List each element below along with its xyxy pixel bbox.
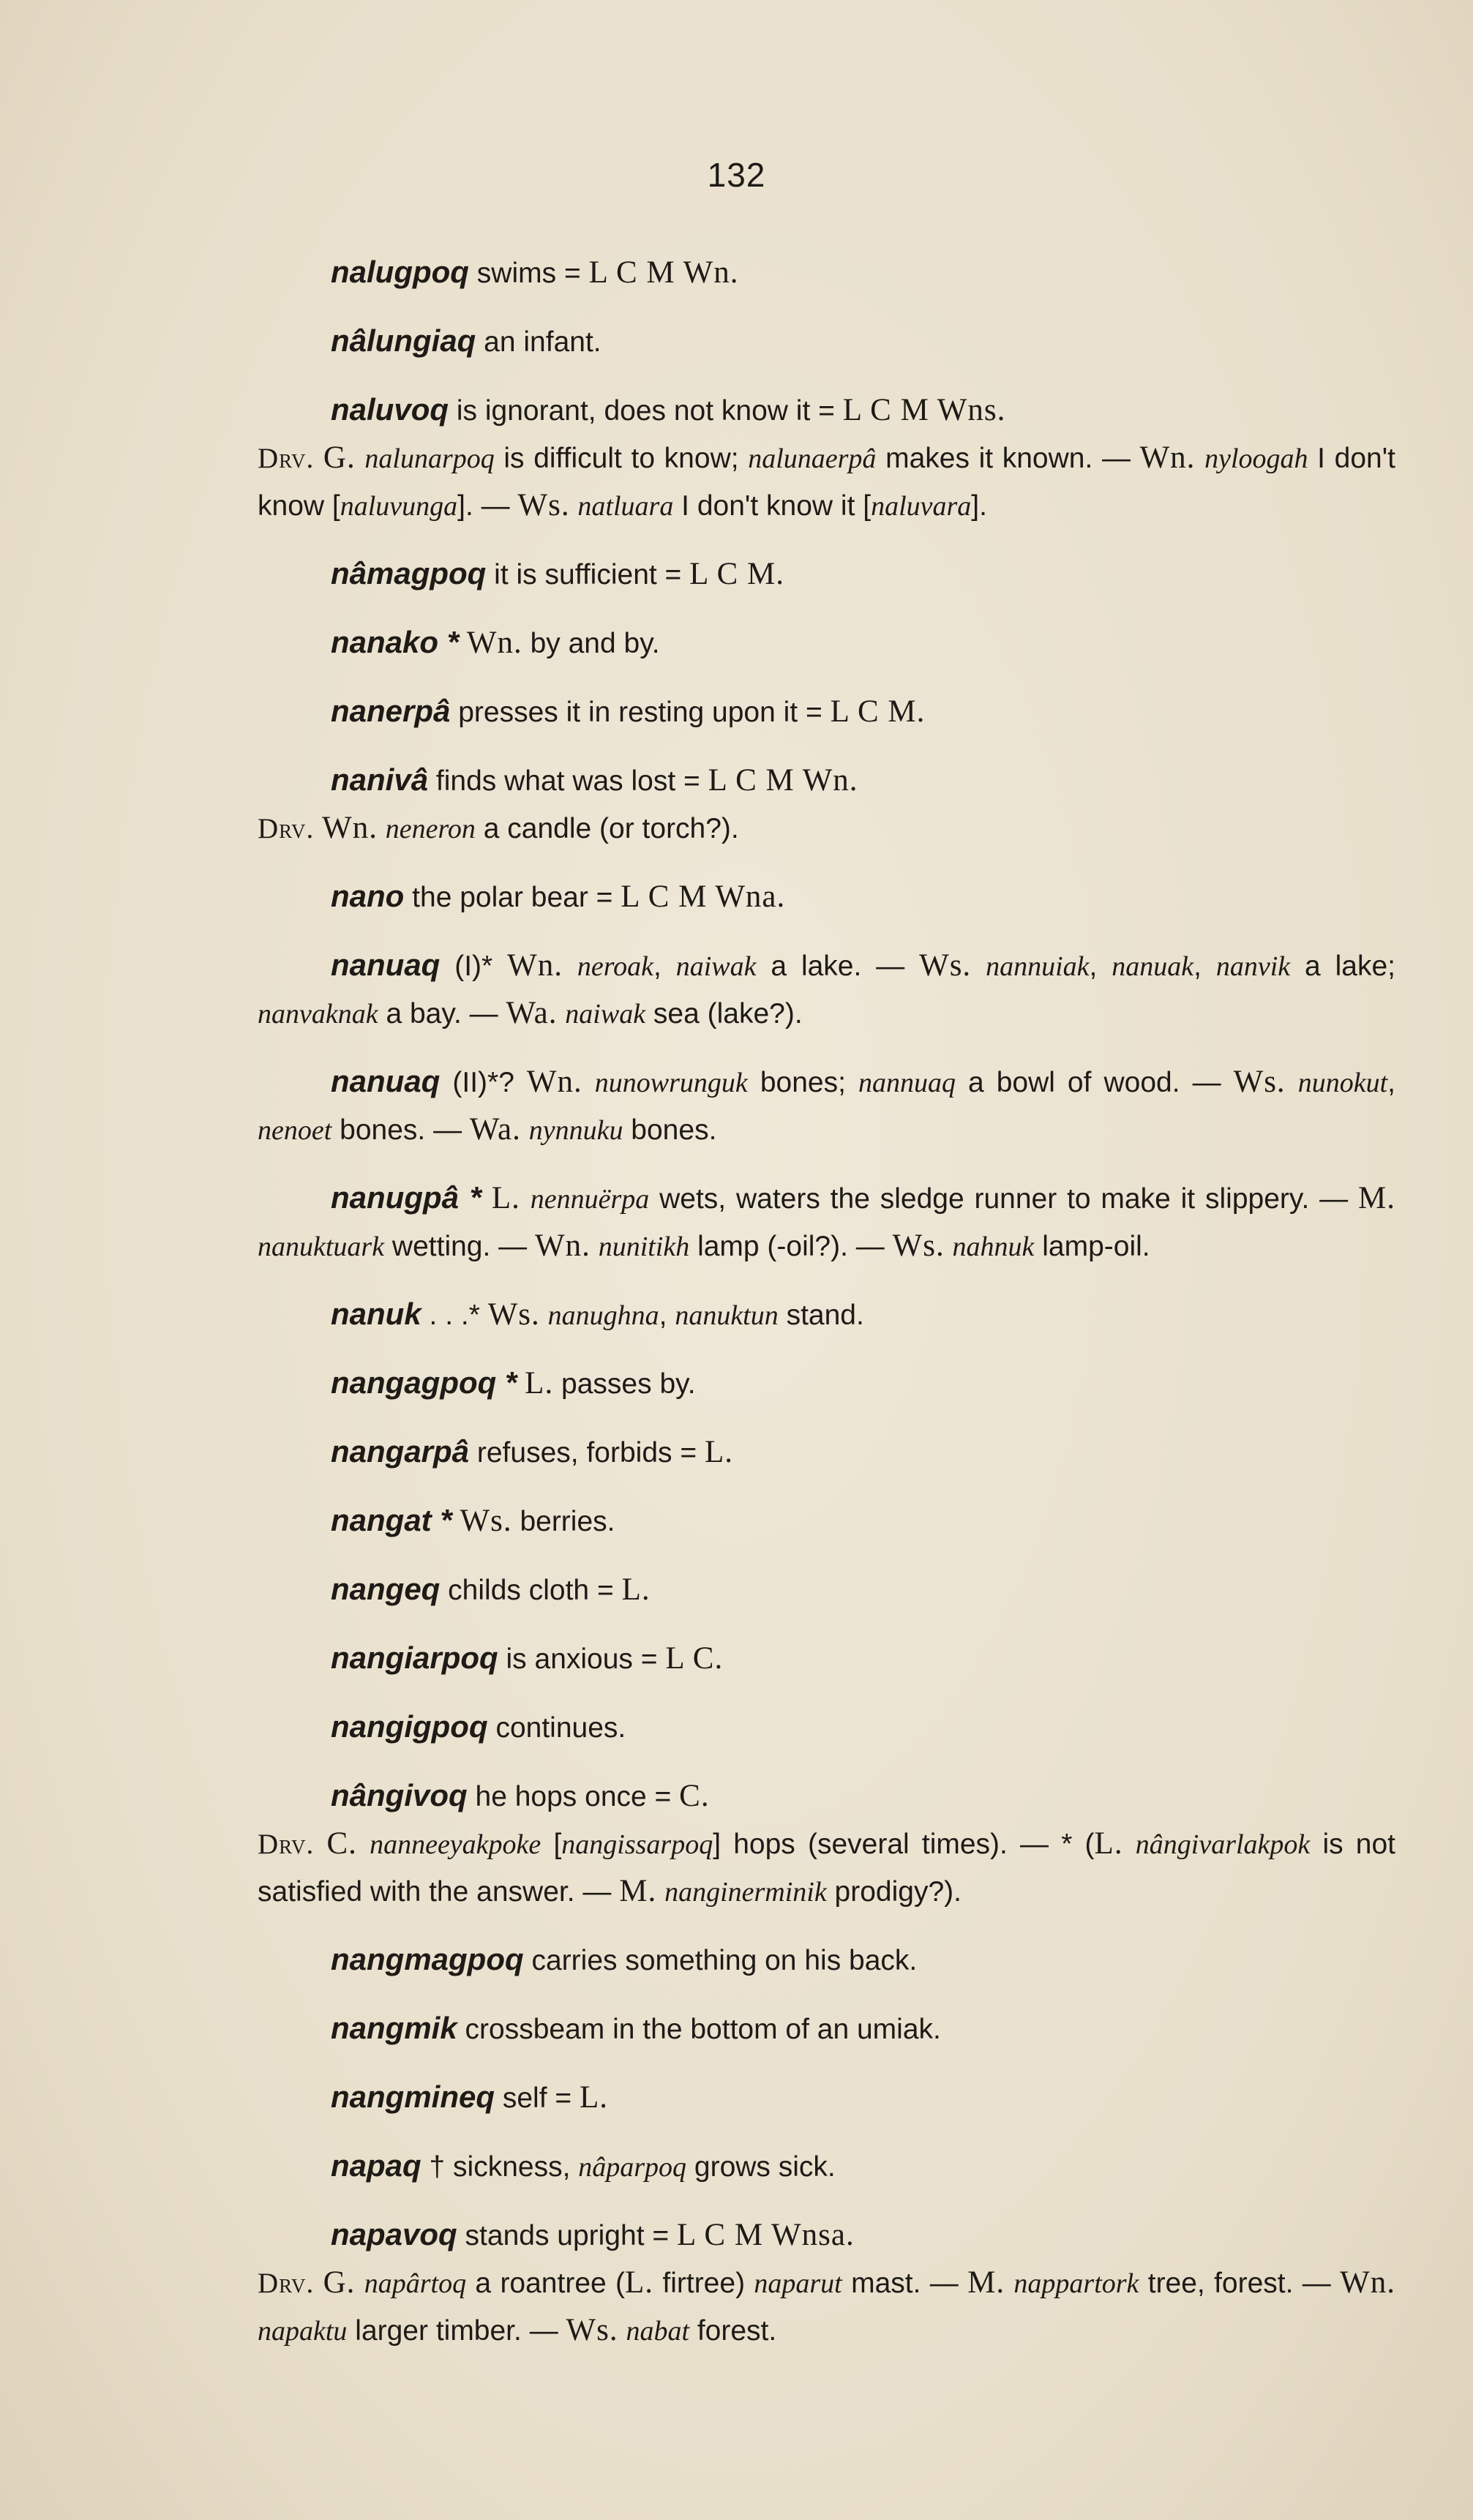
headword: nângivoq	[331, 1778, 468, 1812]
source-abbrev: L C M.	[689, 557, 785, 591]
entry-line	[258, 249, 1395, 297]
definition: crossbeam in the bottom of an umiak.	[457, 2014, 941, 2045]
definition: carries something on his back.	[523, 1945, 918, 1976]
headword: nano	[331, 879, 405, 913]
entry-text: [	[541, 1829, 562, 1860]
headword: nanerpâ	[331, 694, 451, 728]
entry-text: sea (lake?).	[645, 998, 803, 1030]
derivation-label: Drv.	[258, 1829, 315, 1860]
source-abbrev: M.	[1358, 1181, 1395, 1215]
entry-text: ].	[971, 490, 987, 522]
definition: swims =	[468, 258, 589, 289]
entry-line	[258, 550, 1395, 599]
entry-text: I don't know it [	[673, 490, 872, 522]
dictionary-entry	[258, 1936, 1395, 1984]
entry-line	[258, 757, 1395, 805]
entry-line	[258, 318, 1395, 366]
entry-line	[258, 2005, 1395, 2053]
entry-text	[520, 1183, 531, 1215]
cited-form: naluvara	[871, 491, 972, 522]
entry-text: ,	[1089, 950, 1112, 982]
dictionary-entry	[258, 873, 1395, 921]
source-abbrev: Ws.	[566, 2313, 618, 2347]
cited-form: nunokut	[1297, 1068, 1388, 1098]
entry-line	[258, 1497, 1395, 1545]
cited-form: nahnuk	[952, 1231, 1035, 1262]
headword: napavoq	[331, 2217, 457, 2251]
source-abbrev: L.	[491, 1181, 520, 1215]
entry-text: larger timber. —	[347, 2315, 566, 2347]
entry-text	[1123, 1829, 1136, 1860]
cited-form: nâparpoq	[578, 2152, 687, 2183]
entry-text	[378, 813, 386, 844]
source-abbrev: Wa.	[506, 996, 558, 1030]
dictionary-entry	[258, 688, 1395, 736]
dictionary-entry	[258, 1291, 1395, 1339]
entry-text: wetting. —	[384, 1231, 535, 1262]
source-abbrev: Ws.	[892, 1229, 945, 1263]
source-abbrev: Wn.	[322, 811, 378, 845]
headword: nanuk	[331, 1297, 421, 1331]
entry-line	[258, 2074, 1395, 2122]
headword: nâmagpoq	[331, 556, 487, 590]
entry-text: firtree)	[653, 2268, 754, 2299]
entry-text	[540, 1300, 548, 1331]
cited-form: naparut	[754, 2268, 842, 2299]
page-number: 132	[707, 156, 766, 194]
entry-line	[258, 1703, 1395, 1752]
entry-line	[258, 1360, 1395, 1408]
cited-form: naiwak	[675, 951, 757, 982]
headword: nanugpâ *	[331, 1180, 482, 1215]
entry-text	[570, 490, 578, 522]
definition	[517, 1368, 525, 1400]
cited-form: nabat	[626, 2316, 690, 2347]
entry-text: a candle (or torch?).	[475, 813, 739, 844]
headword: nangagpoq *	[331, 1365, 517, 1400]
entry-line	[258, 1635, 1395, 1683]
derivation-note	[258, 1820, 1395, 1916]
entry-text: is difficult to know;	[494, 443, 749, 474]
cited-form: nannuiak	[986, 951, 1090, 982]
headword: napaq	[331, 2148, 421, 2183]
dictionary-entry	[258, 2005, 1395, 2053]
source-abbrev: Wn.	[535, 1229, 591, 1263]
headword: nangmagpoq	[331, 1942, 524, 1976]
derivation-label: Drv.	[258, 813, 315, 844]
definition: by and by.	[522, 628, 660, 659]
source-abbrev: C.	[326, 1826, 357, 1861]
headword: nanuaq	[331, 948, 441, 982]
entry-line	[258, 688, 1395, 736]
entry-text	[945, 1231, 953, 1262]
cited-form: nanvik	[1215, 951, 1291, 982]
definition: continues.	[487, 1712, 626, 1744]
cited-form: nannuaq	[858, 1068, 956, 1098]
dictionary-entry	[258, 1058, 1395, 1154]
definition: berries.	[511, 1506, 615, 1537]
headword: nangeq	[331, 1572, 441, 1606]
entry-line	[258, 873, 1395, 921]
entry-text	[314, 2268, 323, 2299]
cited-form: nanginerminik	[664, 1877, 827, 1908]
entry-text	[314, 1829, 326, 1860]
entry-text	[357, 1829, 370, 1860]
entry-text	[971, 950, 986, 982]
source-abbrev: L.	[525, 1366, 554, 1400]
source-abbrev: M.	[619, 1874, 657, 1908]
entry-text	[314, 813, 322, 844]
cited-form: nanughna	[547, 1300, 659, 1331]
dictionary-entry	[258, 1360, 1395, 1408]
entry-text: ,	[653, 950, 676, 982]
entry-text: bones.	[623, 1114, 717, 1146]
entry-text: grows sick.	[686, 2151, 836, 2183]
entry-text	[1286, 1067, 1298, 1098]
definition: the polar bear =	[404, 882, 621, 913]
headword: nangmineq	[331, 2080, 495, 2114]
cited-form: naiwak	[565, 999, 646, 1030]
cited-form: nyloogah	[1204, 443, 1308, 474]
entry-text	[618, 2315, 626, 2347]
cited-form: nenoet	[258, 1115, 332, 1146]
entry-text: a roantree (	[466, 2268, 626, 2299]
entry-line	[258, 1428, 1395, 1477]
definition: presses it in resting upon it =	[450, 697, 831, 728]
headword: nanako *	[331, 625, 460, 659]
entry-text: ,	[659, 1300, 675, 1331]
cited-form: nalunarpoq	[364, 443, 495, 474]
source-abbrev: L.	[704, 1435, 733, 1469]
headword: nâlungiaq	[331, 323, 476, 358]
entry-text	[1005, 2268, 1013, 2299]
cited-form: neroak	[577, 951, 653, 982]
entry-text	[356, 443, 365, 474]
source-abbrev: Wn.	[1139, 440, 1196, 475]
entry-text: bones;	[747, 1067, 858, 1098]
entry-line	[258, 1291, 1395, 1339]
source-abbrev: L.	[580, 2080, 609, 2115]
entry-text: mast. —	[842, 2268, 968, 2299]
entry-text: lamp (-oil?). —	[689, 1231, 893, 1262]
headword: naluvoq	[331, 392, 449, 427]
cited-form: neneron	[385, 814, 476, 844]
definition: (I)*	[440, 950, 508, 982]
source-abbrev: G.	[323, 440, 356, 475]
source-abbrev: Ws.	[487, 1297, 540, 1332]
source-abbrev: L C M Wna.	[621, 880, 786, 914]
entry-line	[258, 386, 1395, 435]
entry-text: bones. —	[331, 1114, 470, 1146]
definition: is anxious =	[498, 1643, 666, 1675]
entry-line	[258, 942, 1395, 1038]
dictionary-entry	[258, 1174, 1395, 1270]
entry-text: prodigy?).	[826, 1876, 962, 1908]
source-abbrev: Wn.	[1340, 2265, 1395, 2300]
source-abbrev: Ws.	[919, 948, 972, 983]
dictionary-entry	[258, 757, 1395, 852]
cited-form: nangissarpoq	[561, 1829, 713, 1860]
entry-text: a bowl of wood. —	[955, 1067, 1234, 1098]
dictionary-entry	[258, 1497, 1395, 1545]
source-abbrev: L C M.	[830, 694, 926, 729]
definition	[459, 628, 467, 659]
definition	[481, 1183, 492, 1215]
dictionary-entry	[258, 2142, 1395, 2191]
dictionary-entry	[258, 1428, 1395, 1477]
entry-line	[258, 2142, 1395, 2191]
source-abbrev: M.	[967, 2265, 1005, 2300]
entry-line	[258, 1936, 1395, 1984]
source-abbrev: Wa.	[469, 1112, 521, 1147]
entry-line	[258, 1772, 1395, 1820]
entry-text	[557, 998, 565, 1030]
definition	[452, 1506, 460, 1537]
cited-form: nalunaerpâ	[748, 443, 877, 474]
entry-text	[563, 950, 577, 982]
cited-form: nunowrunguk	[594, 1068, 748, 1098]
definition: is ignorant, does not know it =	[449, 395, 843, 427]
definition: refuses, forbids =	[469, 1437, 705, 1469]
headword: nanuaq	[331, 1064, 441, 1098]
entry-line	[258, 1174, 1395, 1270]
headword: nanivâ	[331, 762, 429, 797]
source-abbrev: G.	[323, 2265, 356, 2300]
source-abbrev: Ws.	[460, 1504, 512, 1538]
entry-text: I don't know [	[258, 443, 1396, 522]
derivation-note	[258, 805, 1395, 852]
source-abbrev: L C M Wns.	[842, 393, 1006, 427]
dictionary-entry	[258, 318, 1395, 366]
derivation-label: Drv.	[258, 2268, 315, 2299]
cited-form: nângivarlakpok	[1135, 1829, 1311, 1860]
definition: passes by.	[553, 1368, 696, 1400]
entry-text: ]. —	[457, 490, 518, 522]
entry-text	[314, 443, 323, 474]
entry-text: is not satisfied with the answer. —	[258, 1829, 1396, 1908]
entry-line	[258, 2211, 1395, 2260]
entry-text: ,	[1193, 950, 1216, 982]
entry-line	[258, 1566, 1395, 1614]
dictionary-entry	[258, 1566, 1395, 1614]
cited-form: nappartork	[1013, 2268, 1139, 2299]
headword: nangigpoq	[331, 1709, 488, 1744]
definition: † sickness,	[421, 2151, 579, 2183]
source-abbrev: L C.	[665, 1641, 724, 1676]
entry-text: forest.	[689, 2315, 777, 2347]
source-abbrev: L C M Wn.	[588, 255, 739, 290]
cited-form: natluara	[577, 491, 674, 522]
source-abbrev: L C M Wn.	[708, 763, 858, 798]
source-abbrev: Wn.	[507, 948, 563, 983]
dictionary-entries	[258, 249, 1395, 2375]
source-abbrev: Wn.	[466, 626, 522, 660]
dictionary-entry	[258, 2211, 1395, 2355]
entry-text: wets, waters the sledge runner to make it slippery. —	[649, 1183, 1358, 1215]
definition: (II)*?	[440, 1067, 527, 1098]
entry-text: a bay. —	[378, 998, 506, 1030]
entry-text	[355, 2268, 364, 2299]
definition: self =	[495, 2082, 580, 2114]
source-abbrev: L.	[621, 1572, 651, 1607]
source-abbrev: Ws.	[517, 488, 570, 522]
dictionary-entry	[258, 1703, 1395, 1752]
cited-form: nanvaknak	[258, 999, 378, 1030]
derivation-note	[258, 435, 1395, 530]
definition: an infant.	[476, 326, 601, 358]
dictionary-entry	[258, 1635, 1395, 1683]
entry-text	[656, 1876, 664, 1908]
definition: he hops once =	[467, 1781, 680, 1812]
entry-line	[258, 1058, 1395, 1154]
entry-text: makes it known. —	[876, 443, 1140, 474]
source-abbrev: L C M Wnsa.	[676, 2218, 855, 2252]
dictionary-entry	[258, 550, 1395, 599]
entry-text	[1195, 443, 1204, 474]
headword: nalugpoq	[331, 255, 469, 289]
entry-text	[582, 1067, 595, 1098]
cited-form: nanuak	[1112, 951, 1194, 982]
entry-text: lamp-oil.	[1034, 1231, 1150, 1262]
headword: nangmik	[331, 2011, 457, 2045]
definition: . . .*	[421, 1300, 488, 1331]
cited-form: napaktu	[258, 2316, 348, 2347]
dictionary-entry	[258, 249, 1395, 297]
entry-text: tree, forest. —	[1139, 2268, 1341, 2299]
definition: finds what was lost =	[428, 765, 708, 797]
entry-text: ,	[1387, 1067, 1395, 1098]
source-abbrev: C.	[679, 1779, 710, 1813]
cited-form: nanuktuark	[258, 1231, 385, 1262]
cited-form: nanuktun	[675, 1300, 779, 1331]
dictionary-entry	[258, 942, 1395, 1038]
source-abbrev: Ws.	[1233, 1065, 1286, 1099]
dictionary-entry	[258, 2074, 1395, 2122]
cited-form: nunitikh	[598, 1231, 690, 1262]
source-abbrev: L.	[625, 2265, 654, 2300]
source-abbrev: Wn.	[526, 1065, 582, 1099]
cited-form: nynnuku	[528, 1115, 623, 1146]
definition: it is sufficient =	[486, 559, 690, 590]
cited-form: napârtoq	[364, 2268, 467, 2299]
entry-text	[521, 1114, 529, 1146]
entry-text: a lake. —	[756, 950, 920, 982]
source-abbrev: L.	[1094, 1826, 1123, 1861]
dictionary-entry	[258, 1772, 1395, 1916]
entry-line	[258, 619, 1395, 667]
entry-text	[591, 1231, 599, 1262]
derivation-note	[258, 2260, 1395, 2355]
headword: nangarpâ	[331, 1434, 470, 1469]
definition: childs cloth =	[440, 1575, 622, 1606]
headword: nangiarpoq	[331, 1640, 498, 1675]
entry-text: a lake;	[1290, 950, 1396, 982]
cited-form: nanneeyakpoke	[370, 1829, 541, 1860]
cited-form: naluvunga	[340, 491, 458, 522]
dictionary-entry	[258, 619, 1395, 667]
entry-text: stand.	[778, 1300, 864, 1331]
dictionary-entry	[258, 386, 1395, 530]
entry-text: ] hops (several times). — * (	[713, 1829, 1095, 1860]
definition: stands upright =	[457, 2220, 677, 2251]
derivation-label: Drv.	[258, 443, 315, 474]
headword: nangat *	[331, 1503, 452, 1537]
cited-form: nennuërpa	[530, 1184, 650, 1215]
